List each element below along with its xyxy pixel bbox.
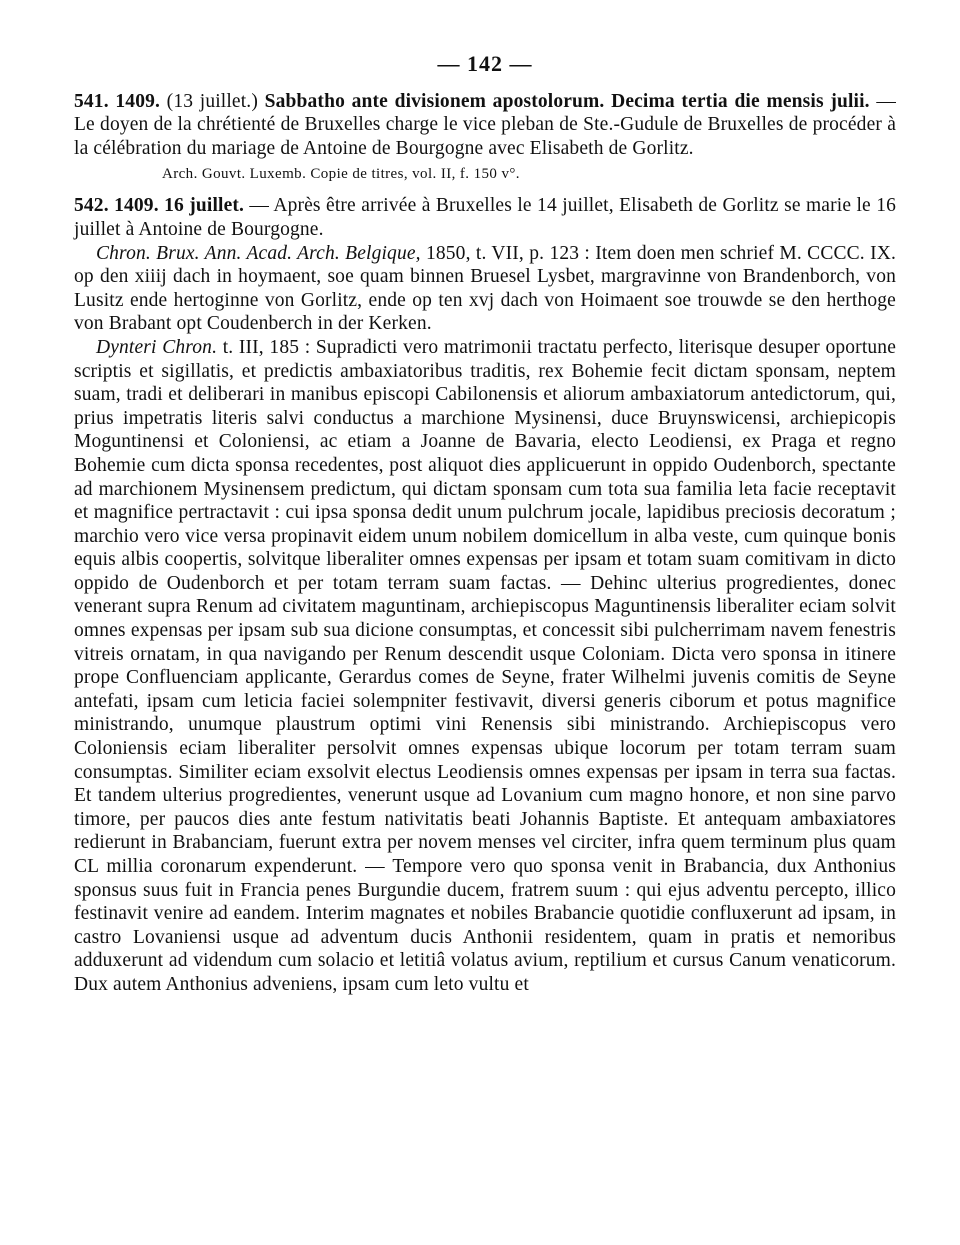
entry-541-number: 541. [74, 90, 109, 112]
chron-brux-citation: Chron. Brux. Ann. Acad. Arch. Belgique, [96, 242, 421, 264]
dynteri-text: t. III, 185 : Supradicti vero matrimonii tractatu perfecto, literisque desuper oportune scriptis et sigillatis, et predictis ambaxiatoribus traditis, rex Bohemie fecit dictam sponsam, neptem suam, tradi et deliberari in manibus episcopi Cabilonensis et aliorum ambaxiatorum antedictorum, qui, prius impetratis literis salvi conductus a marchione Mysinensi, duce Bruynswicensi, archiepicopis Moguntinensi et Coloniensi, ac etiam a Joanne de Bavaria, electo Leodiensi, ex Praga et regno Bohemie cum dicta sponsa recedentes, post aliquot dies applicuerunt in oppido Oudenborch, spectante ad marchionem Mysinensem predictum, qui dictam sponsam cum tota sua familia leta facie receptavit et magnifice pertractavit : cui ipsa sponsa dedit unum pulchrum jocale, lapidibus preciosis decoratum ; marchio vero vice versa propinavit eidem unum nobilem domicellum in alba veste, cum quinque bonis equis albis coopertis, solvitque liberaliter omnes expensas per ipsam et totam suam comitivam in dicto oppido de Oudenborch et per totam terram suam factas. — Dehinc ulterius progredientes, donec venerant supra Renum ad civitatem maguntinam, archiepiscopus Maguntinensis liberaliter eciam solvit omnes expensas per ipsam sub sua dicione consumptas, et concessit sibi pulcherrimam navem fenestris vitreis ornatam, in qua navigando per Renum descendit usque Coloniam. Dicta vero sponsa in itinere prope Confluenciam applicante, Gerardus comes de Seyne, frater Wilhelmi juvenis comitis de Seyne antefati, ipsam cum leticia faciei solempniter festivavit, diversi generis ciborum et potus magnifice ministrando, unumque plaustrum optimi vini Renensis sibi ministrando. Archiepiscopus vero Coloniensis eciam liberaliter persolvit omnes expensas ubique locorum per totam terram suam consumptas. Similiter eciam exsolvit electus Leodiensis omnes expensas per ipsam in terra sua factas. Et tandem ulterius progredientes, venerunt usque ad Lovanium cum magno honore, et non sine parvo timore, per paucos dies ante festum nativitatis beati Johannis Baptiste. Et antequam ambaxiatores redierunt in Brabanciam, fuerunt extra per novem menses vel circiter, infra quem terminum plus quam CL millia coronarum expenderunt. — Tempore vero quo sponsa venit in Brabancia, dux Anthonius sponsus suus fuit in Francia penes Burgundie ducem, fratrem suum : qui ejus adventu percepto, illico festinavit venire ad eandem. Interim magnates et nobiles Brabancie quotidie confluxerunt ad ipsam, in castro Lovaniensi usque ad adventum ducis Anthonii residentem, quam in pratis et nemoribus adduxerunt ad videndum cum solacio et letitiâ volatus avium, reptilium et cursus Canum venaticorum. Dux autem Anthonius adveniens, ipsam cum leto vultu et [74, 336, 896, 995]
entry-541-text: — Le doyen de la chrétienté de Bruxelles charge le vice pleban de Ste.-Gudule de Bruxelles de procéder à la célébration du mariage de Antoine de Bourgogne avec Elisabeth de Gorlitz. [74, 90, 897, 159]
chron-brux-text: 1850, t. VII, p. 123 : Item doen men schrief M. CCCC. IX. op den xiiij dach in hoymaent, soe quam binnen Bruesel Lysbet, margravinne von Brandenborch, von Lusitz ende hertoginne von Gorlitz, ende op ten xvj dach von Hoimaent soe trouwde se den herthoge von Brabant opt Coudenberch in der Kerken. [74, 242, 896, 335]
dynteri-paragraph [74, 336, 896, 997]
entry-542-year: 1409. [114, 195, 159, 217]
page-number: — 142 — [437, 51, 533, 76]
entry-541 [74, 90, 896, 161]
dynteri-citation: Dynteri Chron. [96, 336, 218, 358]
entry-542-date: 16 juillet. [164, 195, 245, 217]
entry-542-text: — Après être arrivée à Bruxelles le 14 juillet, Elisabeth de Gorlitz se marie le 16 juillet à Antoine de Bourgogne. [74, 195, 897, 240]
entry-542-number: 542. [74, 195, 109, 217]
chron-brux-paragraph [74, 242, 896, 336]
entry-541-source: Arch. Gouvt. Luxemb. Copie de titres, vol. II, f. 150 v°. [162, 166, 520, 183]
entry-541-title: Sabbatho ante divisionem apostolorum. Decima tertia die mensis julii. [264, 90, 870, 112]
entry-541-date: (13 juillet.) [166, 90, 258, 112]
entry-542 [74, 194, 896, 241]
document-page [74, 52, 896, 997]
entry-541-year: 1409. [115, 90, 161, 112]
